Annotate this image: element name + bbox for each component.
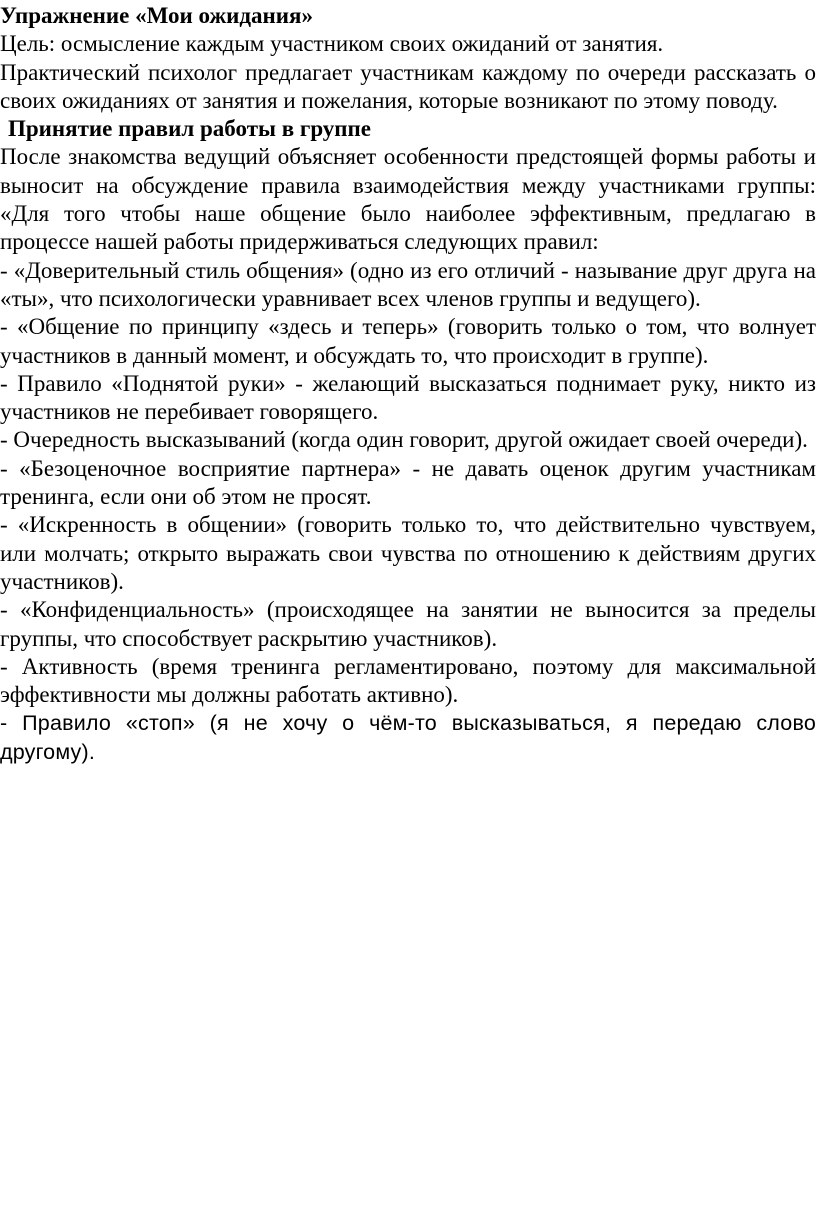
rule-item-stop: - Правило «стоп» (я не хочу о чём-то высказываться, я передаю слово другому). xyxy=(0,711,816,765)
rule-item: - Очередность высказываний (когда один говорит, другой ожидает своей очереди). xyxy=(0,427,808,453)
exercise-description: Практический психолог предлагает участникам каждому по очереди рассказать о своих ожиданиях от занятия и пожелания, которые возникают по этому поводу. xyxy=(0,59,816,113)
rules-title: Принятие правил работы в группе xyxy=(8,116,372,142)
rule-item: - Правило «Поднятой руки» - желающий высказаться поднимает руку, никто из участников не перебивает говорящего. xyxy=(0,370,816,425)
rule-item: - «Безоценочное восприятие партнера» - не давать оценок другим участникам тренинга, если они об этом не просят. xyxy=(0,455,816,510)
rule-item: - «Общение по принципу «здесь и теперь» (говорить только о том, что волнует участников в данный момент, и обсуждать то, что происходит в группе). xyxy=(0,314,816,368)
rule-item: - «Искренность в общении» (говорить только то, что действительно чувствуем, или молчать; открыто выражать свои чувства по отношению к действиям других участников). xyxy=(0,512,816,594)
exercise-goal: Цель: осмысление каждым участником своих ожиданий от занятия. xyxy=(0,31,664,57)
rules-intro: После знакомства ведущий объясняет особенности предстоящей формы работы и выносит на обсуждение правила взаимодействия между участниками группы: «Для того чтобы наше общение было наиболее эффективным, предлагаю в процессе нашей работы придерживаться следующих правил: xyxy=(0,144,816,255)
rule-item: - «Конфиденциальность» (происходящее на занятии не выносится за пределы группы, что способствует раскрытию участников). xyxy=(0,597,816,651)
rule-item: - «Доверительный стиль общения» (одно из его отличий - называние друг друга на «ты», что психологически уравнивает всех членов группы и ведущего). xyxy=(0,257,816,311)
exercise-title: Упражнение «Мои ожидания» xyxy=(0,3,313,28)
rule-item: - Активность (время тренинга регламентировано, поэтому для максимальной эффективности мы должны работать активно). xyxy=(0,653,816,708)
